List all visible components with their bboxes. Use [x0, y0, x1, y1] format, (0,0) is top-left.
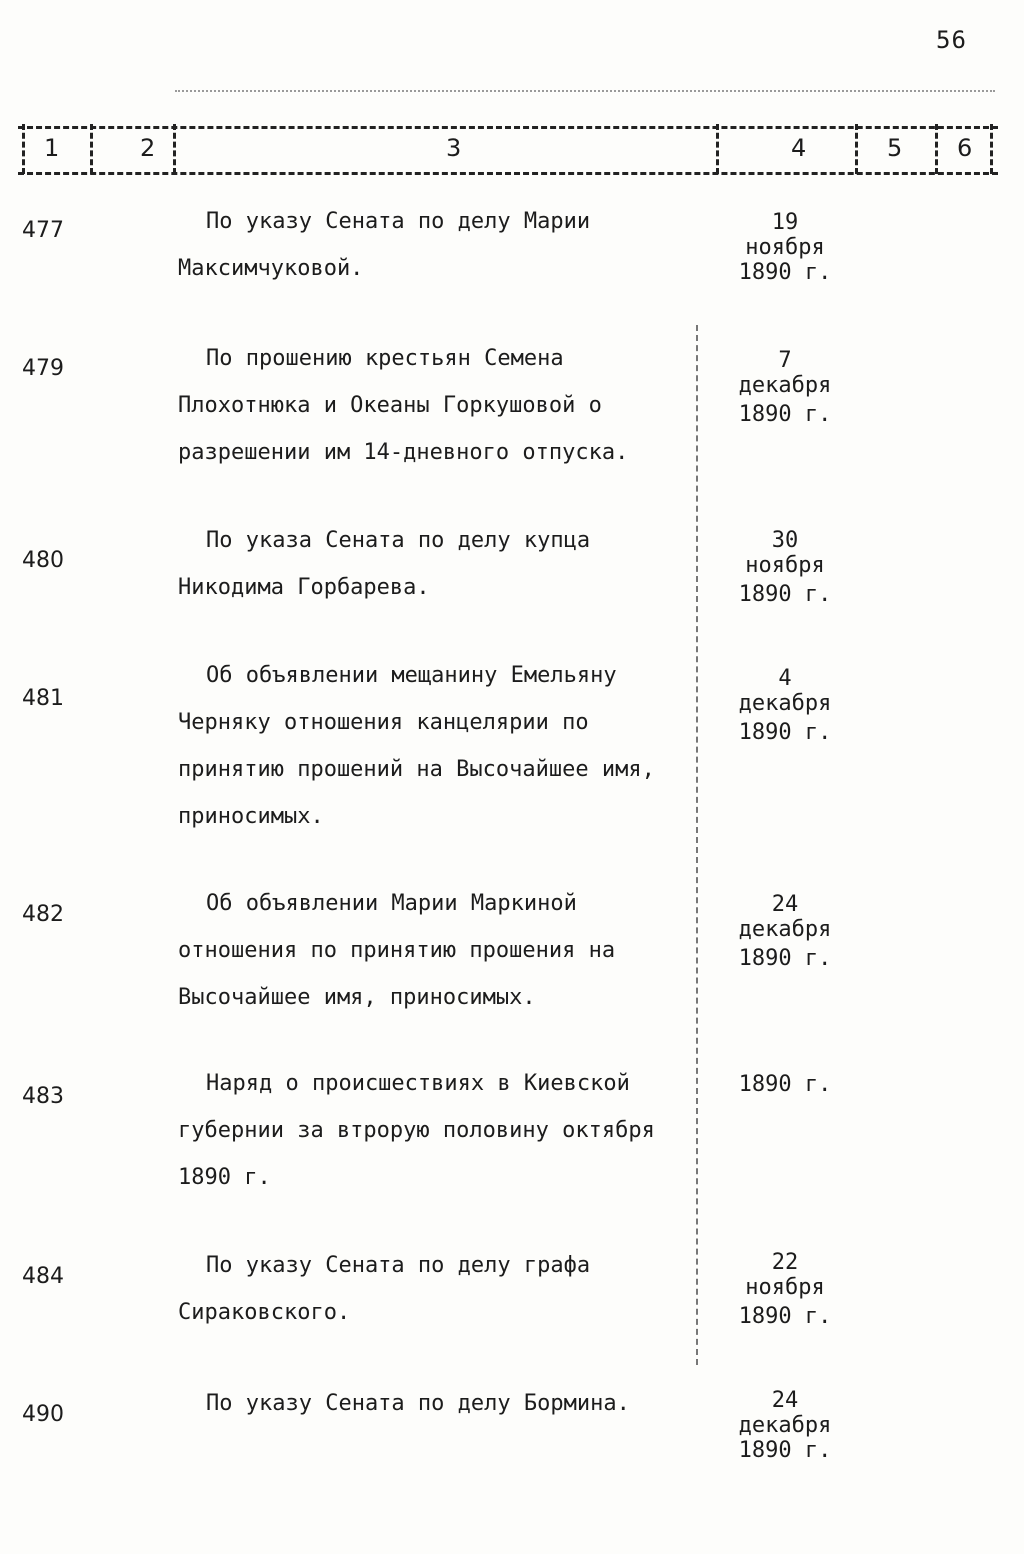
column-separator: [22, 124, 25, 174]
entry-description: По указу Сената по делу графа Сираковского.: [178, 1253, 591, 1325]
entry-date: [700, 1250, 870, 1329]
entry-number: 482: [22, 902, 64, 927]
date-day: 30: [771, 528, 799, 553]
column-divider-3-4: [696, 325, 698, 1365]
entry-number: 483: [22, 1084, 64, 1109]
date-month: декабря: [738, 1413, 832, 1438]
column-header-6: 6: [957, 134, 973, 162]
date-day: 24: [771, 892, 799, 917]
entry-number: 490: [22, 1402, 64, 1427]
date-day: 24: [771, 1388, 799, 1413]
entry-number: 479: [22, 356, 64, 381]
date-month: декабря: [738, 691, 832, 716]
date-year: 1890 г.: [738, 1438, 832, 1463]
entry-date: [700, 1388, 870, 1463]
entry-number: 477: [22, 218, 64, 243]
entry-description: Об объявлении Марии Маркиной отношения по принятию прошения на Высочайшее имя, приносимых.: [178, 891, 616, 1010]
date-day: 19: [771, 210, 799, 235]
entry-date: [700, 210, 870, 285]
date-year: 1890 г.: [738, 1304, 832, 1329]
column-separator: [855, 124, 858, 174]
header-top-rule: [18, 126, 998, 129]
date-year: 1890 г.: [738, 720, 832, 745]
entry-number: 484: [22, 1264, 64, 1289]
entry-description: По указа Сената по делу купца Никодима Горбарева.: [178, 528, 591, 600]
column-header-1: 1: [44, 134, 60, 162]
column-separator: [90, 124, 93, 174]
entry-description: Об объявлении мещанину Емельяну Черняку отношения канцелярии по принятию прошений на Высочайшее имя, приносимых.: [178, 663, 655, 829]
date-day: 22: [771, 1250, 799, 1275]
column-separator: [173, 124, 176, 174]
date-month: декабря: [738, 373, 832, 398]
date-year: 1890 г.: [738, 1072, 832, 1097]
column-header-3: 3: [446, 134, 462, 162]
column-separator: [990, 124, 993, 174]
date-day: 7: [778, 348, 792, 373]
entry-date: [700, 1072, 870, 1097]
entry-date: [700, 348, 870, 427]
entry-description: По прошению крестьян Семена Плохотнюка и Океаны Горкушовой о разрешении им 14-дневного отпуска.: [178, 346, 629, 465]
date-day: 4: [778, 666, 792, 691]
column-header-4: 4: [791, 134, 807, 162]
date-month: ноября: [745, 235, 825, 260]
faint-dotted-line: [175, 90, 995, 92]
date-month: ноября: [745, 1275, 825, 1300]
date-month: ноября: [745, 553, 825, 578]
date-year: 1890 г.: [738, 260, 832, 285]
column-header-5: 5: [887, 134, 903, 162]
date-month: декабря: [738, 917, 832, 942]
date-year: 1890 г.: [738, 582, 832, 607]
header-bottom-rule: [18, 172, 998, 175]
entry-number: 481: [22, 686, 64, 711]
entry-description: Наряд о происшествиях в Киевской губернии за втрорую половину октября 1890 г.: [178, 1071, 655, 1190]
entry-description: По указу Сената по делу Бормина.: [206, 1391, 630, 1416]
entry-date: [700, 528, 870, 607]
column-separator: [935, 124, 938, 174]
date-year: 1890 г.: [738, 402, 832, 427]
entry-number: 480: [22, 548, 64, 573]
column-separator: [716, 124, 719, 174]
entry-date: [700, 666, 870, 745]
page-number: 56: [936, 26, 967, 54]
entry-date: [700, 892, 870, 971]
column-header-2: 2: [140, 134, 156, 162]
entry-description: По указу Сената по делу Марии Максимчуковой.: [178, 209, 591, 281]
date-year: 1890 г.: [738, 946, 832, 971]
